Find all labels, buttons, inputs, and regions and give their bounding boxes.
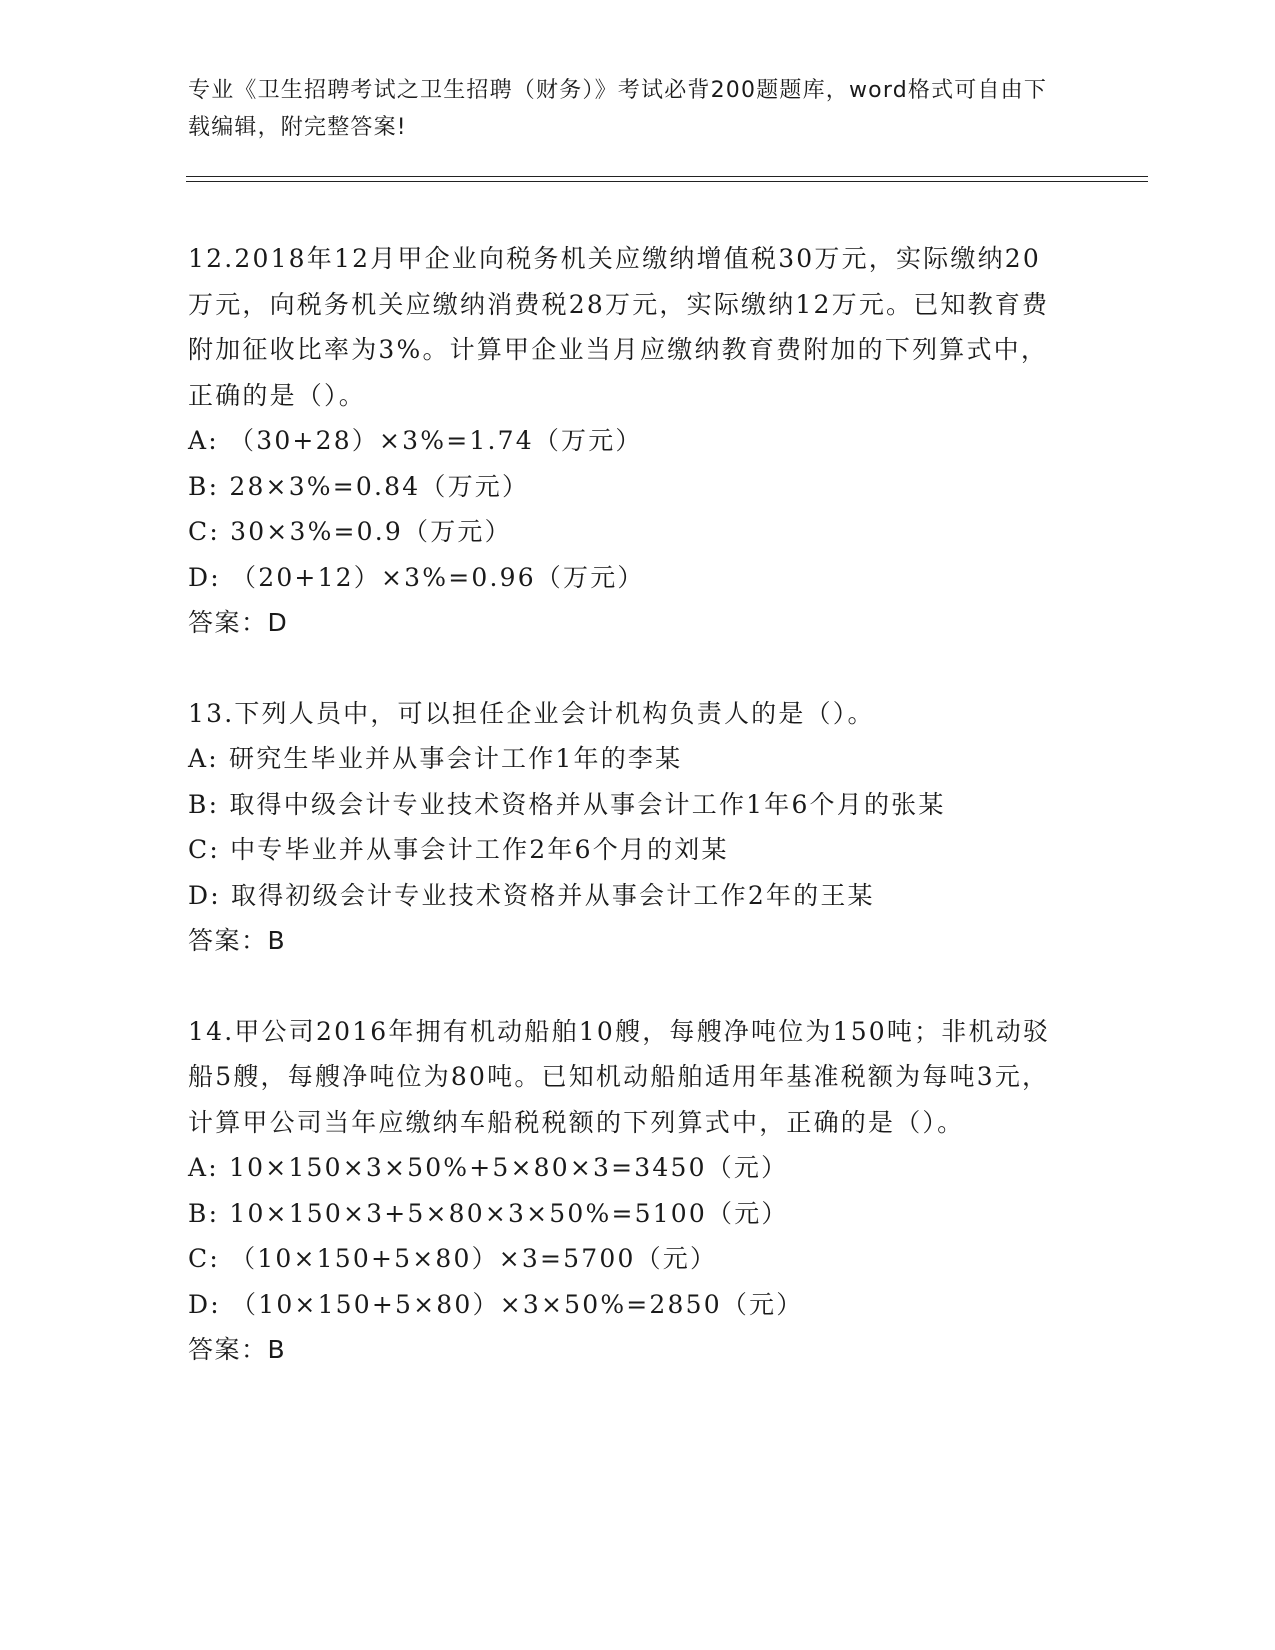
question-list xyxy=(188,236,1068,1418)
document-header: 专业《卫生招聘考试之卫生招聘（财务）》考试必背200题题库，word格式可自由下载编辑，附完整答案! xyxy=(188,78,1048,140)
option-c: C: （10×150+5×80）×3=5700（元） xyxy=(188,1244,718,1273)
option-d: D: （10×150+5×80）×3×50%=2850（元） xyxy=(188,1289,804,1319)
question-12 xyxy=(188,236,1068,646)
header-rule-bottom xyxy=(186,181,1148,182)
option-c: C: 中专毕业并从事会计工作2年6个月的刘某 xyxy=(188,835,729,864)
question-13 xyxy=(188,691,1068,964)
option-a: A: 10×150×3×50%+5×80×3=3450（元） xyxy=(188,1153,789,1182)
option-a: A: 研究生毕业并从事会计工作1年的李某 xyxy=(188,744,683,773)
answer-label: 答案：B xyxy=(188,926,287,955)
question-14 xyxy=(188,1009,1068,1373)
option-a: A: （30+28）×3%=1.74（万元） xyxy=(188,426,643,455)
question-stem: 14.甲公司2016年拥有机动船舶10艘，每艘净吨位为150吨；非机动驳船5艘，每艘净吨位为80吨。已知机动船舶适用年基准税额为每吨3元，计算甲公司当年应缴纳车船税税额的下列算式中，正确的是（）。 xyxy=(188,1016,1051,1137)
option-d: D: 取得初级会计专业技术资格并从事会计工作2年的王某 xyxy=(188,880,875,910)
answer-label: 答案：B xyxy=(188,1335,287,1364)
question-stem: 12.2018年12月甲企业向税务机关应缴纳增值税30万元，实际缴纳20万元，向税务机关应缴纳消费税28万元，实际缴纳12万元。已知教育费附加征收比率为3%。计算甲企业当月应缴纳教育费附加的下列算式中，正确的是（）。 xyxy=(188,244,1050,410)
option-b: B: 取得中级会计专业技术资格并从事会计工作1年6个月的张某 xyxy=(188,789,946,819)
option-c: C: 30×3%=0.9（万元） xyxy=(188,517,512,546)
option-d: D: （20+12）×3%=0.96（万元） xyxy=(188,562,645,592)
answer-label: 答案：D xyxy=(188,608,289,637)
header-rule-top xyxy=(186,176,1148,177)
option-b: B: 28×3%=0.84（万元） xyxy=(188,471,530,501)
question-stem: 13.下列人员中，可以担任企业会计机构负责人的是（）。 xyxy=(188,698,875,728)
option-b: B: 10×150×3+5×80×3×50%=5100（元） xyxy=(188,1198,789,1228)
